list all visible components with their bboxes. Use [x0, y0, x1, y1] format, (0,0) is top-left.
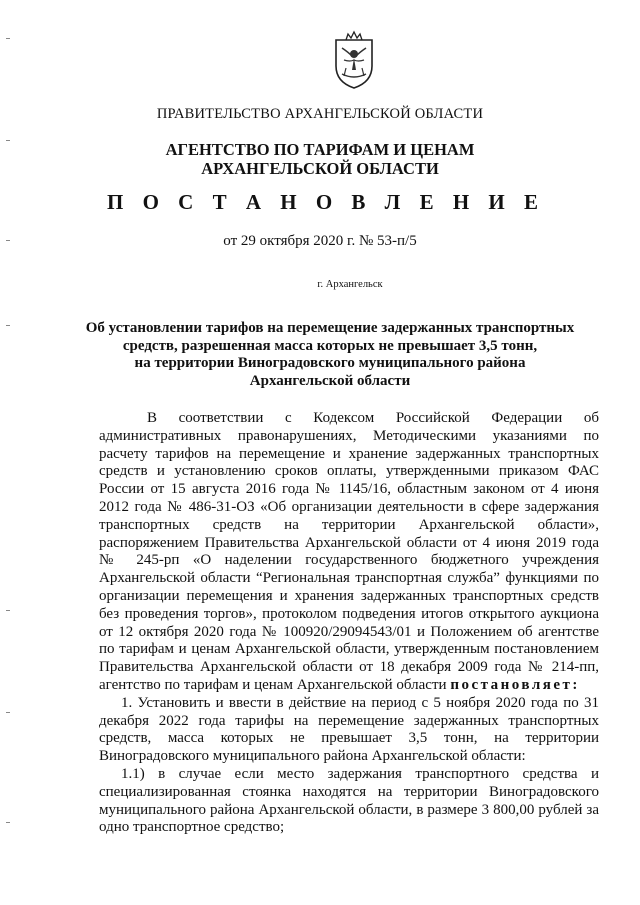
subject-line1: Об установлении тарифов на перемещение задержанных транспортных: [85, 320, 575, 336]
margin-mark: [6, 38, 10, 39]
document-type: П О С Т А Н О В Л Е Н И Е: [106, 190, 545, 214]
agency-name: [0, 140, 640, 178]
coat-of-arms-icon: [330, 30, 378, 90]
item-1-paragraph: 1. Установить и ввести в действие на период с 5 ноября 2020 года по 31 декабря 2022 года тарифы на перемещение задержанных транспортных средств, масса которых не превышает 3,5 тонн, на территории Виноградовского муниципального района Архангельской области:: [99, 694, 599, 765]
document-body: [99, 410, 599, 837]
preamble-paragraph: [99, 410, 599, 695]
resolves-keyword: постановляет:: [450, 676, 580, 693]
agency-name-line1: АГЕНТСТВО ПО ТАРИФАМ И ЦЕНАМ: [165, 140, 475, 159]
document-date-number: от 29 октября 2020 г. № 53-п/5: [223, 233, 417, 249]
margin-mark: [6, 822, 10, 823]
margin-mark: [6, 712, 10, 713]
document-subject: [10, 320, 640, 390]
document-city: г. Архангельск: [317, 279, 383, 290]
agency-name-line2: АРХАНГЕЛЬСКОЙ ОБЛАСТИ: [201, 159, 439, 178]
item-1-1-paragraph: 1.1) в случае если место задержания транспортного средства и специализированная стоянка находятся на территории Виноградовского муниципального района Архангельской области, в размере 3 800,00 рублей за одно транспортное средство;: [99, 765, 599, 836]
margin-mark: [6, 610, 10, 611]
subject-line2: средств, разрешенная масса которых не превышает 3,5 тонн,: [122, 337, 538, 354]
subject-line3: на территории Виноградовского муниципального района: [134, 355, 526, 371]
subject-line4: Архангельской области: [249, 372, 411, 389]
preamble-text: В соответствии с Кодексом Российской Федерации об административных правонарушениях, Методическими указаниями по расчету тарифов на перемещение и хранение задержанных транспортных средств и установлению сроков оплаты, утвержденными приказом ФАС России от 15 августа 2016 года № 1145/16, областным законом от 4 июня 2012 года № 486-31-ОЗ «Об организации деятельности в сфере задержания транспортных средств на территории Архангельской области», распоряжением Правительства Архангельской области от 4 июня 2019 года № 245-рп «О наделении государственного бюджетного учреждения Архангельской области “Региональная транспортная служба” функциями по организации перемещения и хранения задержанных транспортных средств без проведения торгов», протоколом подведения итогов открытого аукциона от 12 октября 2020 года № 100920/29094543/01 и Положением об агентстве по тарифам и ценам Архангельской области, утвержденным постановлением Правительства Архангельской области от 18 декабря 2009 года № 214-пп, агентство по тарифам и ценам Архангельской области: [99, 410, 599, 693]
government-name: ПРАВИТЕЛЬСТВО АРХАНГЕЛЬСКОЙ ОБЛАСТИ: [156, 106, 484, 122]
